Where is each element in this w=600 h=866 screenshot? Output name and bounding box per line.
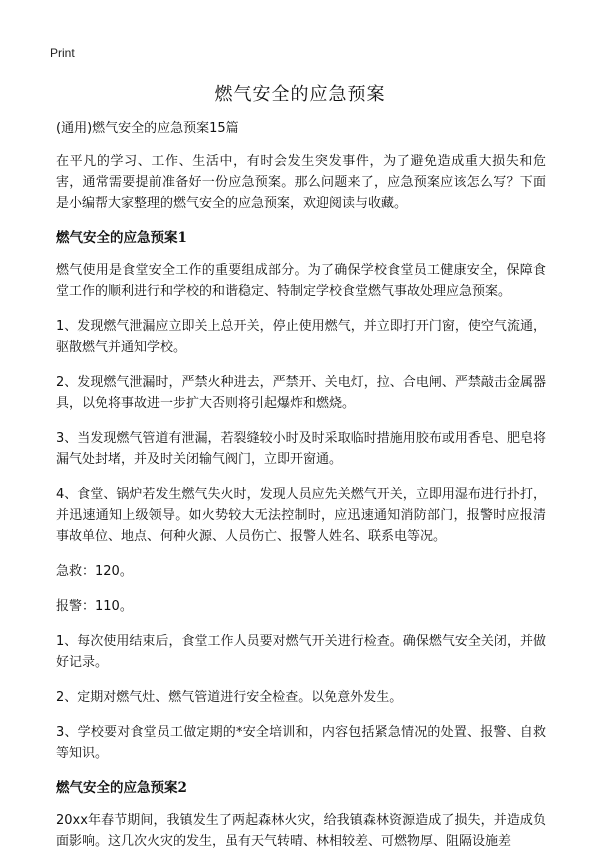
document-subtitle: (通用)燃气安全的应急预案15篇 [56,121,239,136]
section1-paragraph: 2、定期对燃气灶、燃气管道进行安全检查。以免意外发生。 [56,690,403,705]
section2-paragraph: 20xx年春节期间，我镇发生了两起森林火灾，给我镇森林资源造成了损失，并造成负面影响。这几次火灾的发生，虽有天气转晴、林相较差、可燃物厚、阻隔设施差 [56,813,546,849]
section1-paragraph: 4、食堂、锅炉若发生燃气失火时，发现人员应先关燃气开关，立即用湿布进行扑打，并迅速通知上级领导。如火势较大无法控制时，应迅速通知消防部门，报警时应报清事故单位、地点、何种火源、人员伤亡、报警人姓名、联系电等况。 [56,487,546,544]
document-body [56,118,546,866]
section1-paragraph: 2、发现燃气泄漏时，严禁火种进去，严禁开、关电灯，拉、合电闸、严禁敲击金属器具，以免将事故进一步扩大否则将引起爆炸和燃烧。 [56,375,546,411]
section1-paragraph: 1、每次使用结束后，食堂工作人员要对燃气开关进行检查。确保燃气安全关闭，并做好记录。 [56,634,546,670]
intro-paragraph: 在平凡的学习、工作、生活中，有时会发生突发事件，为了避免造成重大损失和危害，通常需要提前准备好一份应急预案。那么问题来了，应急预案应该怎么写？下面是小编帮大家整理的燃气安全的应急预案，欢迎阅读与收藏。 [56,154,546,211]
emergency-number: 急救：120。 [56,564,133,579]
section1-paragraph: 3、当发现燃气管道有泄漏，若裂缝较小时及时采取临时措施用胶布或用香皂、肥皂将漏气处封堵，并及时关闭输气阀门，立即开窗通。 [56,431,546,467]
section-heading-2: 燃气安全的应急预案2 [56,780,187,796]
police-number: 报警：110。 [56,599,133,614]
section1-paragraph: 1、发现燃气泄漏应立即关上总开关，停止使用燃气，并立即打开门窗，使空气流通，驱散燃气并通知学校。 [56,319,546,355]
print-link[interactable]: Print [50,46,75,60]
document-title: 燃气安全的应急预案 [214,84,386,105]
section-heading-1: 燃气安全的应急预案1 [56,230,187,246]
section1-paragraph: 燃气使用是食堂安全工作的重要组成部分。为了确保学校食堂员工健康安全，保障食堂工作的顺利进行和学校的和谐稳定、特制定学校食堂燃气事故处理应急预案。 [56,263,546,299]
section1-paragraph: 3、学校要对食堂员工做定期的*安全培训和，内容包括紧急情况的处置、报警、自救等知识。 [56,725,546,761]
